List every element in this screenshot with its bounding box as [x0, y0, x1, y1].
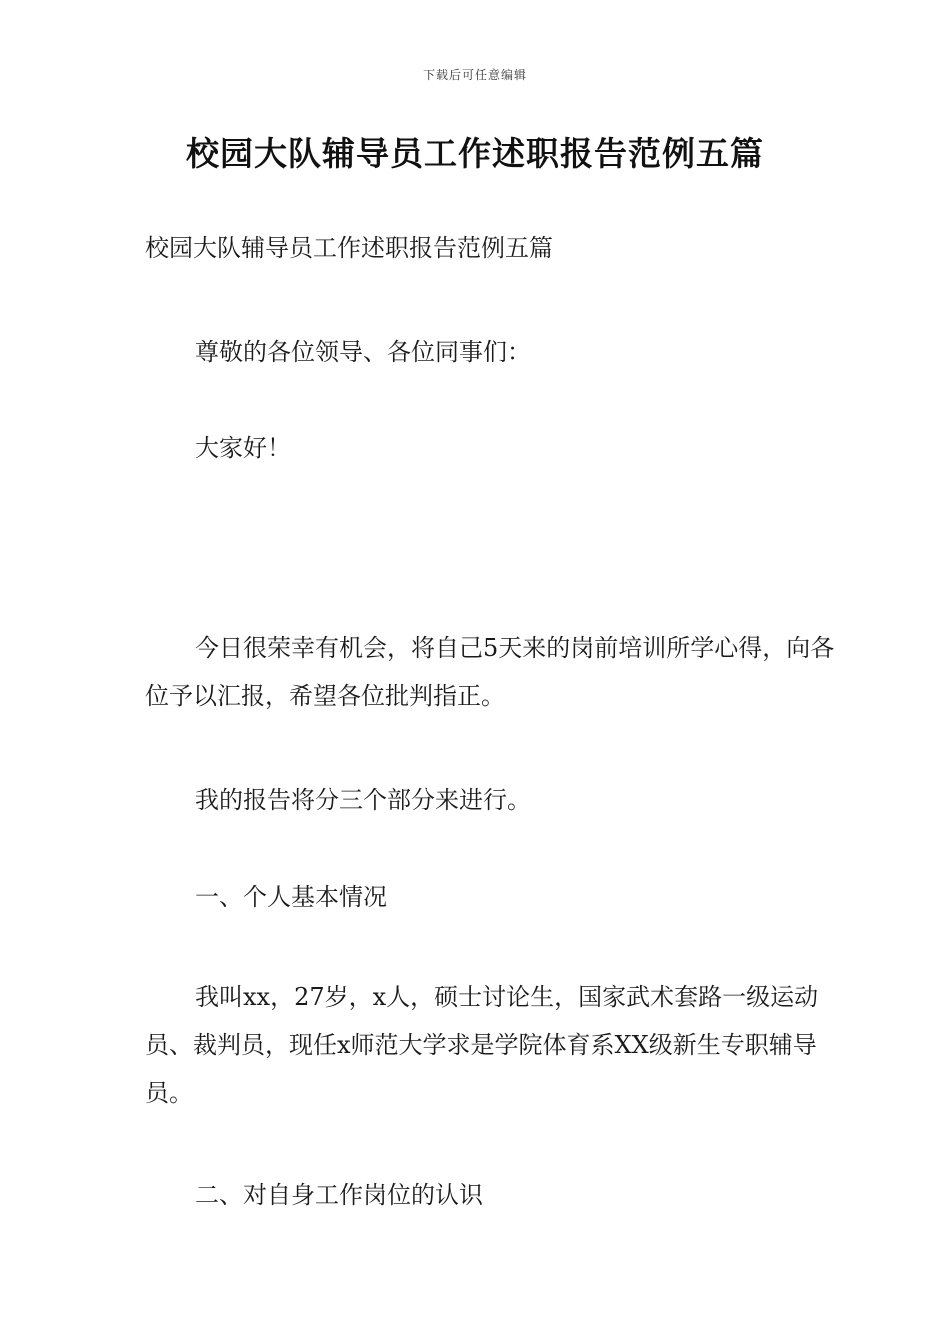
section-heading-1: 一、个人基本情况 [195, 883, 387, 911]
subtitle-paragraph: 校园大队辅导员工作述职报告范例五篇 [145, 234, 553, 262]
section-heading-2: 二、对自身工作岗位的认识 [195, 1181, 483, 1209]
header-note: 下载后可任意编辑 [422, 68, 527, 82]
salutation-paragraph: 尊敬的各位领导、各位同事们： [195, 338, 531, 366]
greeting-paragraph: 大家好！ [195, 434, 291, 462]
personal-info-paragraph: 我叫xx，27岁，x人，硕士讨论生，国家武术套路一级运动员、裁判员，现任x师范大学求是学院体育系XX级新生专职辅导员。 [145, 983, 819, 1107]
document-title: 校园大队辅导员工作述职报告范例五篇 [186, 134, 764, 173]
outline-paragraph: 我的报告将分三个部分来进行。 [195, 786, 531, 814]
intro-paragraph: 今日很荣幸有机会，将自己5天来的岗前培训所学心得，向各位予以汇报，希望各位批判指正。 [145, 634, 835, 710]
